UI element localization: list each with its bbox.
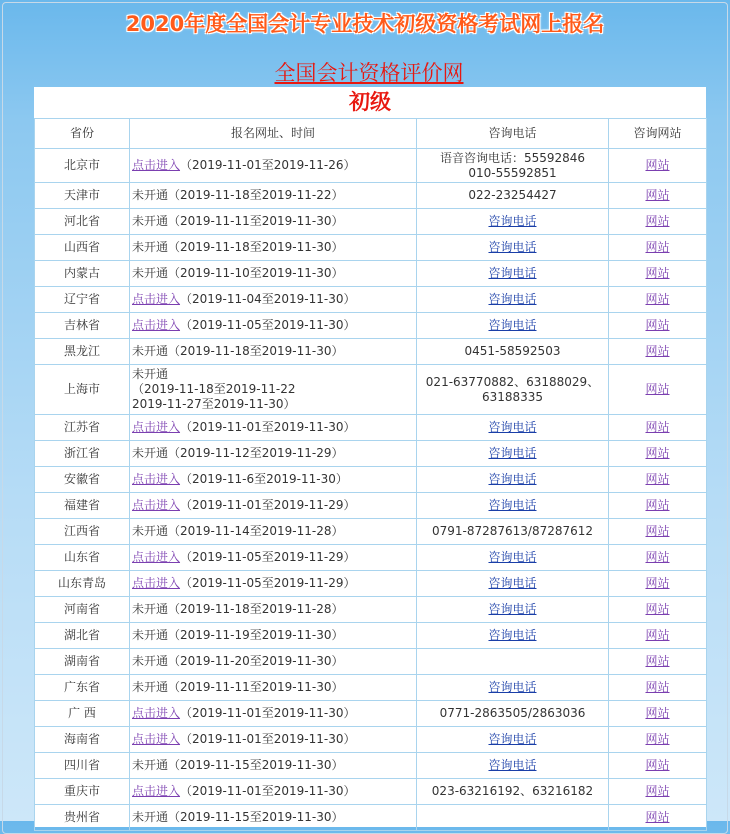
phone-cell	[417, 597, 609, 623]
registration-dates: （2019-11-11至2019-11-30）	[168, 680, 344, 694]
registration-dates: （2019-11-11至2019-11-30）	[168, 214, 344, 228]
enter-link[interactable]: 点击进入	[132, 472, 181, 486]
registration-cell	[130, 235, 417, 261]
table-row	[35, 519, 707, 545]
website-link[interactable]: 网站	[645, 188, 670, 202]
phone-link[interactable]: 咨询电话	[488, 498, 537, 512]
enter-link[interactable]: 点击进入	[132, 706, 181, 720]
website-link[interactable]: 网站	[645, 576, 670, 590]
phone-link[interactable]: 咨询电话	[488, 732, 537, 746]
website-cell	[609, 313, 707, 339]
registration-dates: （2019-11-01至2019-11-26）	[180, 158, 356, 172]
table-row	[35, 675, 707, 701]
website-link[interactable]: 网站	[645, 344, 670, 358]
website-cell	[609, 467, 707, 493]
province-cell: 吉林省	[35, 313, 130, 339]
phone-cell	[417, 313, 609, 339]
registration-cell	[130, 149, 417, 183]
website-link[interactable]: 网站	[645, 472, 670, 486]
phone-cell	[417, 545, 609, 571]
table-row	[35, 415, 707, 441]
enter-link[interactable]: 点击进入	[132, 498, 181, 512]
col-phone-header: 咨询电话	[417, 119, 609, 149]
registration-dates: （2019-11-05至2019-11-29）	[180, 576, 356, 590]
table-row	[35, 365, 707, 415]
province-cell: 黑龙江	[35, 339, 130, 365]
phone-number: 022-23254427	[468, 188, 557, 202]
phone-cell	[417, 519, 609, 545]
website-link[interactable]: 网站	[645, 550, 670, 564]
registration-dates: （2019-11-20至2019-11-30）	[168, 654, 344, 668]
registration-cell	[130, 415, 417, 441]
province-cell: 重庆市	[35, 779, 130, 805]
phone-link[interactable]: 咨询电话	[488, 680, 537, 694]
province-cell: 上海市	[35, 365, 130, 415]
website-cell	[609, 753, 707, 779]
province-cell: 四川省	[35, 753, 130, 779]
table-row	[35, 571, 707, 597]
not-open-label: 未开通	[132, 214, 169, 228]
not-open-label: 未开通	[132, 266, 169, 280]
website-link[interactable]: 网站	[645, 732, 670, 746]
registration-cell	[130, 545, 417, 571]
website-link[interactable]: 网站	[645, 382, 670, 396]
website-link[interactable]: 网站	[645, 602, 670, 616]
website-link[interactable]: 网站	[645, 680, 670, 694]
province-cell: 江苏省	[35, 415, 130, 441]
registration-dates: （2019-11-18至2019-11-22	[132, 382, 296, 396]
registration-cell	[130, 727, 417, 753]
table-row	[35, 149, 707, 183]
province-cell: 山东青岛	[35, 571, 130, 597]
website-cell	[609, 365, 707, 415]
phone-link[interactable]: 咨询电话	[488, 214, 537, 228]
registration-dates: （2019-11-01至2019-11-30）	[180, 706, 356, 720]
phone-number: 010-55592851	[468, 165, 557, 180]
phone-number: 023-63216192、63216182	[431, 784, 594, 798]
registration-dates: （2019-11-04至2019-11-30）	[180, 292, 356, 306]
not-open-label: 未开通	[132, 810, 169, 824]
website-cell	[609, 441, 707, 467]
website-link[interactable]: 网站	[645, 628, 670, 642]
table-row	[35, 183, 707, 209]
table-row	[35, 467, 707, 493]
registration-table	[34, 118, 707, 831]
website-link[interactable]: 网站	[645, 318, 670, 332]
phone-number: 021-63770882、63188029、	[425, 374, 600, 389]
phone-link[interactable]: 咨询电话	[488, 472, 537, 486]
website-link[interactable]: 网站	[645, 706, 670, 720]
registration-cell	[130, 365, 417, 415]
province-cell: 河北省	[35, 209, 130, 235]
enter-link[interactable]: 点击进入	[132, 732, 181, 746]
website-link[interactable]: 网站	[645, 292, 670, 306]
table-row	[35, 493, 707, 519]
phone-link[interactable]: 咨询电话	[488, 446, 537, 460]
website-link[interactable]: 网站	[645, 266, 670, 280]
not-open-label: 未开通	[132, 628, 169, 642]
website-cell	[609, 545, 707, 571]
table-row	[35, 649, 707, 675]
phone-cell	[417, 261, 609, 287]
phone-number: 63188335	[481, 389, 544, 404]
registration-cell	[130, 467, 417, 493]
province-cell: 安徽省	[35, 467, 130, 493]
phone-number: 0771-2863505/2863036	[439, 706, 586, 720]
table-row	[35, 261, 707, 287]
table-row	[35, 727, 707, 753]
table-row	[35, 779, 707, 805]
enter-link[interactable]: 点击进入	[132, 784, 181, 798]
phone-cell	[417, 753, 609, 779]
registration-dates: （2019-11-10至2019-11-30）	[168, 266, 344, 280]
phone-cell	[417, 287, 609, 313]
phone-link[interactable]: 咨询电话	[488, 240, 537, 254]
registration-cell	[130, 571, 417, 597]
website-cell	[609, 149, 707, 183]
registration-cell	[130, 805, 417, 831]
phone-link[interactable]: 咨询电话	[488, 576, 537, 590]
registration-cell	[130, 649, 417, 675]
enter-link[interactable]: 点击进入	[132, 318, 181, 332]
website-link[interactable]: 网站	[645, 758, 670, 772]
website-cell	[609, 209, 707, 235]
registration-dates: （2019-11-6至2019-11-30）	[180, 472, 348, 486]
phone-link[interactable]: 咨询电话	[488, 628, 537, 642]
website-cell	[609, 675, 707, 701]
not-open-label: 未开通	[132, 240, 169, 254]
website-cell	[609, 339, 707, 365]
table-body	[35, 149, 707, 831]
website-cell	[609, 805, 707, 831]
province-cell: 天津市	[35, 183, 130, 209]
not-open-label: 未开通	[132, 602, 169, 616]
phone-number: 语音咨询电话：55592846	[439, 150, 586, 165]
not-open-label: 未开通	[132, 367, 169, 381]
province-cell: 海南省	[35, 727, 130, 753]
phone-cell	[417, 209, 609, 235]
not-open-label: 未开通	[132, 446, 169, 460]
phone-cell	[417, 365, 609, 415]
phone-link[interactable]: 咨询电话	[488, 550, 537, 564]
phone-cell	[417, 675, 609, 701]
level-heading: 初级	[349, 90, 391, 114]
website-link[interactable]: 网站	[645, 420, 670, 434]
table-row	[35, 805, 707, 831]
table-row	[35, 545, 707, 571]
province-cell: 福建省	[35, 493, 130, 519]
table-row	[35, 753, 707, 779]
website-link[interactable]: 网站	[645, 498, 670, 512]
phone-cell	[417, 467, 609, 493]
enter-link[interactable]: 点击进入	[132, 292, 181, 306]
website-cell	[609, 701, 707, 727]
phone-cell	[417, 183, 609, 209]
registration-dates: （2019-11-05至2019-11-29）	[180, 550, 356, 564]
registration-dates: （2019-11-01至2019-11-30）	[180, 732, 356, 746]
enter-link[interactable]: 点击进入	[132, 550, 181, 564]
registration-dates: （2019-11-12至2019-11-29）	[168, 446, 344, 460]
website-link[interactable]: 网站	[645, 654, 670, 668]
registration-dates: （2019-11-01至2019-11-30）	[180, 420, 356, 434]
phone-cell	[417, 779, 609, 805]
website-cell	[609, 649, 707, 675]
registration-dates: （2019-11-18至2019-11-28）	[168, 602, 344, 616]
not-open-label: 未开通	[132, 758, 169, 772]
registration-cell	[130, 261, 417, 287]
registration-cell	[130, 701, 417, 727]
registration-dates: （2019-11-14至2019-11-28）	[168, 524, 344, 538]
registration-dates: （2019-11-01至2019-11-30）	[180, 784, 356, 798]
website-link[interactable]: 网站	[645, 446, 670, 460]
phone-cell	[417, 441, 609, 467]
table-row	[35, 441, 707, 467]
website-cell	[609, 235, 707, 261]
registration-dates: （2019-11-18至2019-11-30）	[168, 344, 344, 358]
registration-panel	[34, 87, 706, 827]
not-open-label: 未开通	[132, 524, 169, 538]
phone-cell	[417, 649, 609, 675]
website-cell	[609, 261, 707, 287]
website-cell	[609, 571, 707, 597]
registration-dates: （2019-11-18至2019-11-22）	[168, 188, 344, 202]
registration-cell	[130, 623, 417, 649]
registration-dates: （2019-11-15至2019-11-30）	[168, 758, 344, 772]
phone-cell	[417, 727, 609, 753]
registration-cell	[130, 313, 417, 339]
website-link[interactable]: 网站	[645, 810, 670, 824]
registration-cell	[130, 597, 417, 623]
col-registration-header: 报名网址、时间	[130, 119, 417, 149]
registration-dates: （2019-11-05至2019-11-30）	[180, 318, 356, 332]
province-cell: 江西省	[35, 519, 130, 545]
registration-cell	[130, 493, 417, 519]
phone-number: 0791-87287613/87287612	[431, 524, 594, 538]
phone-link[interactable]: 咨询电话	[488, 266, 537, 280]
phone-link[interactable]: 咨询电话	[488, 758, 537, 772]
phone-link[interactable]: 咨询电话	[488, 420, 537, 434]
registration-cell	[130, 675, 417, 701]
website-link[interactable]: 网站	[645, 240, 670, 254]
province-cell: 北京市	[35, 149, 130, 183]
website-cell	[609, 287, 707, 313]
registration-dates: （2019-11-15至2019-11-30）	[168, 810, 344, 824]
not-open-label: 未开通	[132, 654, 169, 668]
registration-cell	[130, 287, 417, 313]
website-cell	[609, 519, 707, 545]
phone-cell	[417, 623, 609, 649]
table-row	[35, 701, 707, 727]
not-open-label: 未开通	[132, 680, 169, 694]
phone-cell	[417, 235, 609, 261]
table-row	[35, 597, 707, 623]
registration-dates: （2019-11-19至2019-11-30）	[168, 628, 344, 642]
table-row	[35, 287, 707, 313]
table-row	[35, 623, 707, 649]
website-cell	[609, 493, 707, 519]
table-row	[35, 209, 707, 235]
registration-dates: （2019-11-01至2019-11-29）	[180, 498, 356, 512]
website-cell	[609, 779, 707, 805]
phone-cell	[417, 339, 609, 365]
registration-cell	[130, 753, 417, 779]
enter-link[interactable]: 点击进入	[132, 420, 181, 434]
province-cell: 湖南省	[35, 649, 130, 675]
not-open-label: 未开通	[132, 188, 169, 202]
province-cell: 内蒙古	[35, 261, 130, 287]
phone-link[interactable]: 咨询电话	[488, 318, 537, 332]
website-cell	[609, 183, 707, 209]
province-cell: 广东省	[35, 675, 130, 701]
province-cell: 浙江省	[35, 441, 130, 467]
province-cell: 湖北省	[35, 623, 130, 649]
table-row	[35, 339, 707, 365]
page-title: 2020年度全国会计专业技术初级资格考试网上报名	[125, 12, 605, 36]
registration-cell	[130, 339, 417, 365]
website-link[interactable]: 网站	[645, 784, 670, 798]
website-cell	[609, 597, 707, 623]
not-open-label: 未开通	[132, 344, 169, 358]
registration-cell	[130, 779, 417, 805]
col-website-header: 咨询网站	[609, 119, 707, 149]
province-cell: 贵州省	[35, 805, 130, 831]
website-cell	[609, 415, 707, 441]
province-cell: 山东省	[35, 545, 130, 571]
phone-cell	[417, 149, 609, 183]
website-cell	[609, 727, 707, 753]
province-cell: 河南省	[35, 597, 130, 623]
registration-dates: 2019-11-27至2019-11-30）	[132, 397, 296, 411]
phone-number: 0451-58592503	[464, 344, 561, 358]
phone-link[interactable]: 咨询电话	[488, 602, 537, 616]
enter-link[interactable]: 点击进入	[132, 576, 181, 590]
registration-dates: （2019-11-18至2019-11-30）	[168, 240, 344, 254]
registration-cell	[130, 183, 417, 209]
col-province-header: 省份	[35, 119, 130, 149]
enter-link[interactable]: 点击进入	[132, 158, 181, 172]
phone-cell	[417, 805, 609, 831]
registration-cell	[130, 441, 417, 467]
province-cell: 山西省	[35, 235, 130, 261]
website-link[interactable]: 网站	[645, 158, 670, 172]
table-row	[35, 235, 707, 261]
province-cell: 广 西	[35, 701, 130, 727]
registration-cell	[130, 209, 417, 235]
website-link[interactable]: 网站	[645, 214, 670, 228]
website-cell	[609, 623, 707, 649]
province-cell: 辽宁省	[35, 287, 130, 313]
phone-cell	[417, 415, 609, 441]
registration-cell	[130, 519, 417, 545]
phone-cell	[417, 701, 609, 727]
table-row	[35, 313, 707, 339]
phone-link[interactable]: 咨询电话	[488, 292, 537, 306]
table-header-row	[35, 119, 707, 149]
phone-cell	[417, 571, 609, 597]
phone-cell	[417, 493, 609, 519]
website-link[interactable]: 网站	[645, 524, 670, 538]
site-link[interactable]: 全国会计资格评价网	[274, 61, 464, 85]
